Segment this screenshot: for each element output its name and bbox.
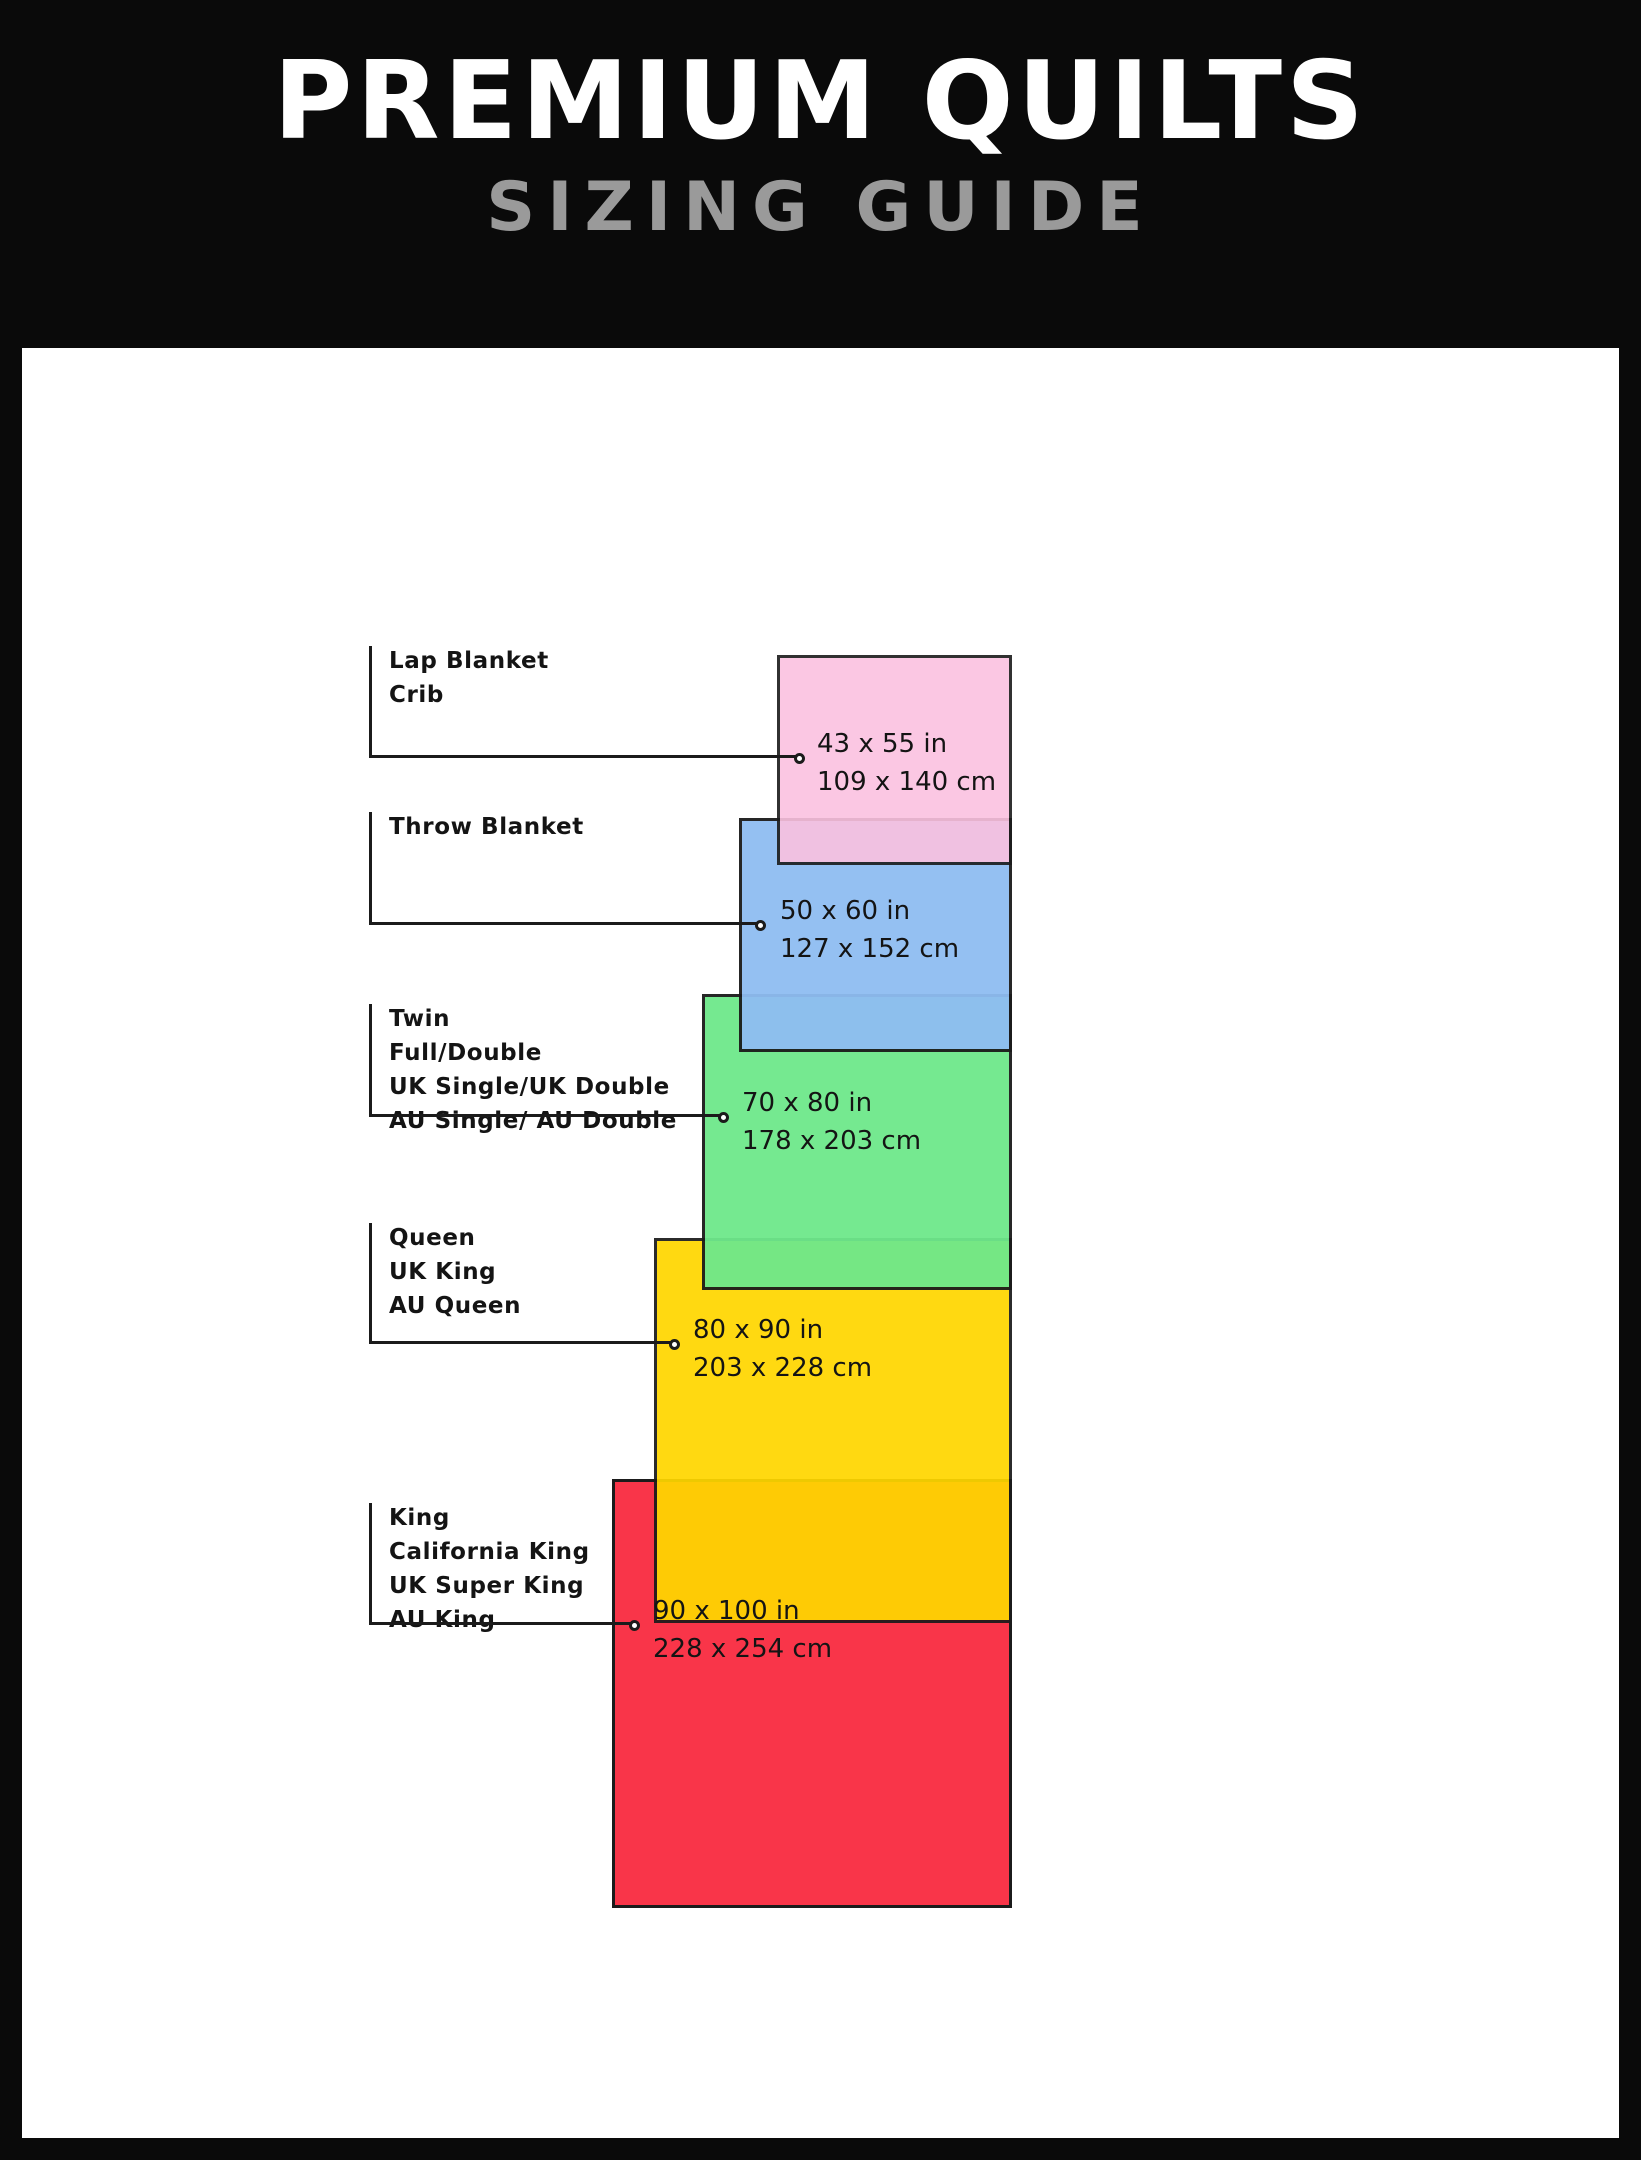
bracket-queen <box>369 1223 674 1344</box>
dimension-throw-in: 50 x 60 in <box>780 896 911 926</box>
connector-dot-lap <box>794 753 805 764</box>
label-lap-line-1: Lap Blanket <box>389 648 549 674</box>
label-king-line-2: California King <box>389 1539 590 1565</box>
bracket-lap <box>369 646 799 758</box>
dimension-queen-in: 80 x 90 in <box>693 1315 824 1345</box>
dimension-lap-in: 43 x 55 in <box>817 729 948 759</box>
dimension-throw-cm: 127 x 152 cm <box>780 934 960 964</box>
page-title: PREMIUM QUILTS <box>273 39 1368 164</box>
label-queen-line-2: UK King <box>389 1259 497 1285</box>
bracket-throw <box>369 812 761 925</box>
chart-panel <box>22 348 1619 2138</box>
poster-header <box>0 0 1641 330</box>
label-king-line-4: AU King <box>389 1607 496 1633</box>
label-twin-line-4: AU Single/ AU Double <box>389 1108 677 1134</box>
label-twin-line-1: Twin <box>389 1006 451 1032</box>
size-comparison-chart <box>22 348 1619 2138</box>
label-lap-line-2: Crib <box>389 682 444 708</box>
label-queen-line-1: Queen <box>389 1225 476 1251</box>
dimension-lap-cm: 109 x 140 cm <box>817 767 997 797</box>
connector-dot-king <box>629 1620 640 1631</box>
connector-dot-queen <box>669 1339 680 1350</box>
page-subtitle: SIZING GUIDE <box>486 168 1155 247</box>
label-queen-line-3: AU Queen <box>389 1293 522 1319</box>
label-twin-line-2: Full/Double <box>389 1040 542 1066</box>
dimension-twin-in: 70 x 80 in <box>742 1088 873 1118</box>
dimension-twin-cm: 178 x 203 cm <box>742 1126 922 1156</box>
label-twin-line-3: UK Single/UK Double <box>389 1074 670 1100</box>
bracket-king <box>369 1503 634 1625</box>
label-king-line-1: King <box>389 1505 450 1531</box>
label-king-line-3: UK Super King <box>389 1573 585 1599</box>
dimension-queen-cm: 203 x 228 cm <box>693 1353 873 1383</box>
bracket-twin <box>369 1004 724 1117</box>
dimension-king-in: 90 x 100 in <box>653 1596 800 1626</box>
dimension-king-cm: 228 x 254 cm <box>653 1634 833 1664</box>
connector-dot-twin <box>718 1112 729 1123</box>
label-throw-line-1: Throw Blanket <box>389 814 584 840</box>
connector-dot-throw <box>755 920 766 931</box>
